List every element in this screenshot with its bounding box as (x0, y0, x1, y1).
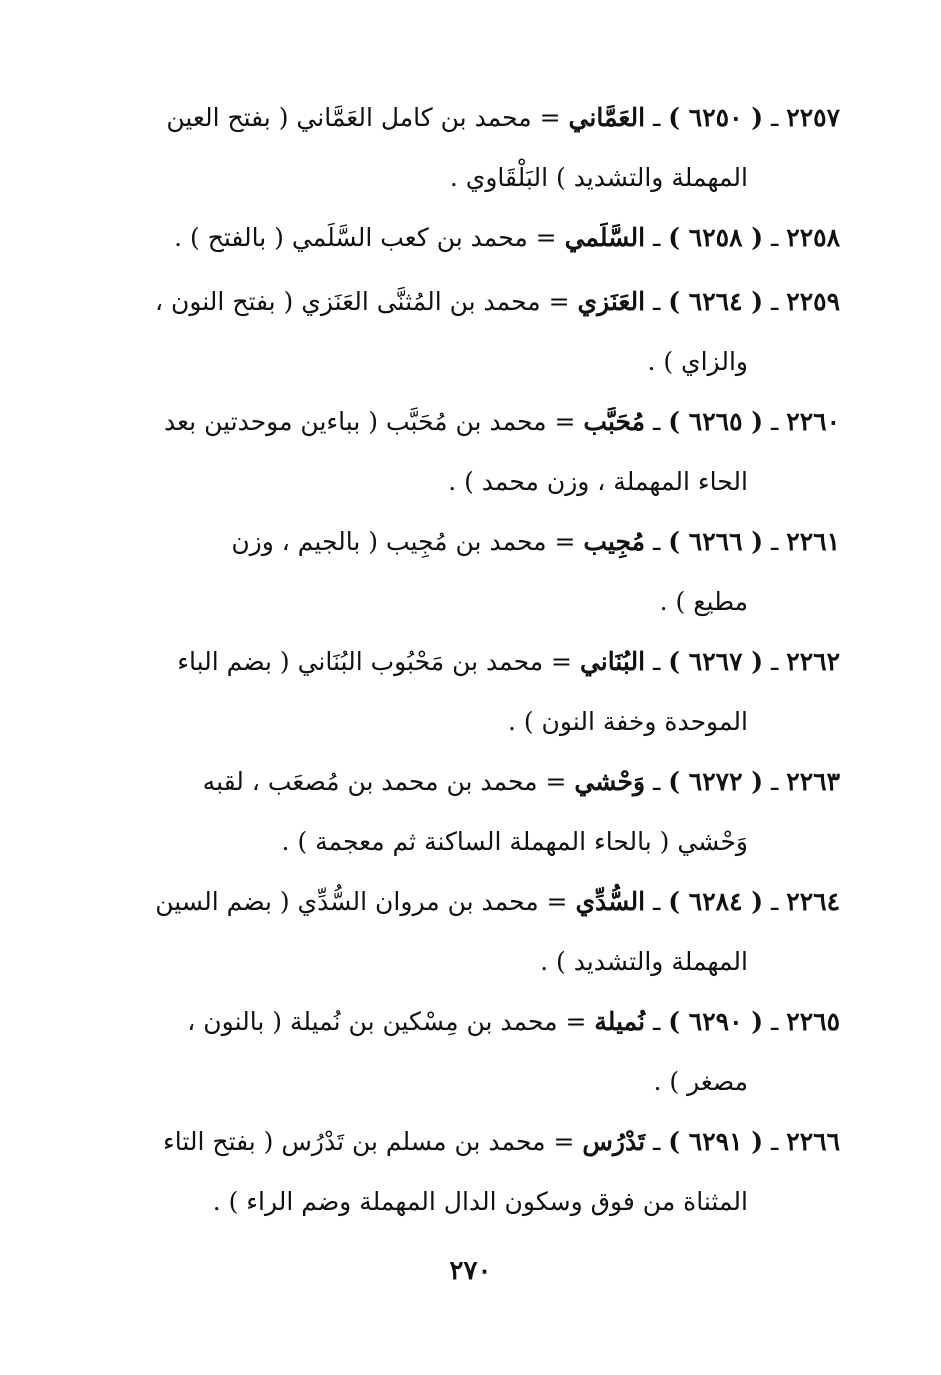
entry-number: ٢٢٥٨ (786, 223, 840, 252)
entry-text-line1: = محمد بن كامل العَمَّاني ( بفتح العين (166, 103, 561, 132)
entry-number: ٢٢٦١ (786, 527, 840, 556)
entry-nisba: العَنَزي (577, 287, 646, 316)
entry-reference: ( ٦٢٦٦ ) (668, 527, 764, 556)
entry-text-line2: مصغر ) . (653, 1067, 748, 1096)
entry-nisba: السَّلَمي (564, 223, 646, 252)
entry-text-line1: = محمد بن كعب السَّلَمي ( بالفتح ) . (174, 223, 557, 252)
entry-text-line1: = محمد بن مَحْبُوب البُنَاني ( بضم الباء (177, 647, 572, 676)
entry: ٢٢٥٩ ـ ( ٦٢٦٤ ) ـ العَنَزي = محمد بن المُثنَّى العَنَزي ( بفتح النون ، والزاي ) . (80, 272, 840, 392)
entry: ٢٢٥٨ ـ ( ٦٢٥٨ ) ـ السَّلَمي = محمد بن كعب السَّلَمي ( بالفتح ) . (174, 223, 840, 252)
entry-nisba: البُنَاني (579, 647, 646, 676)
entry-reference: ( ٦٢٦٥ ) (668, 407, 764, 436)
entry-text-line1: = محمد بن مِسْكين بن نُميلة ( بالنون ، (187, 1007, 587, 1036)
entry-text-line2: وَحْشي ( بالحاء المهملة الساكنة ثم معجمة ) . (281, 827, 748, 856)
entry-text-line1: = محمد بن مروان السُّدِّي ( بضم السين (155, 887, 568, 916)
entry-number: ٢٢٥٧ (786, 103, 840, 132)
entry-number: ٢٢٦٤ (786, 887, 840, 916)
entry-text-line2: الموحدة وخفة النون ) . (507, 707, 748, 736)
entry-text-line1: = محمد بن مُجِيب ( بالجيم ، وزن (231, 527, 576, 556)
entry-nisba: نُميلة (594, 1007, 646, 1036)
entry-number: ٢٢٦٣ (786, 767, 840, 796)
entry: ٢٢٥٧ ـ ( ٦٢٥٠ ) ـ العَمَّاني = محمد بن كامل العَمَّاني ( بفتح العين المهملة والتشديد ) البَلْقَاوي . (80, 88, 840, 208)
entry-number: ٢٢٦٥ (786, 1007, 840, 1036)
entry-text-line2: المهملة والتشديد ) . (540, 947, 748, 976)
entry-text-line2: المثناة من فوق وسكون الدال المهملة وضم الراء ) . (212, 1187, 748, 1216)
entry-reference: ( ٦٢٩٠ ) (668, 1007, 764, 1036)
entry-reference: ( ٦٢٥٨ ) (668, 223, 764, 252)
entries-list (80, 88, 840, 1232)
entry-text-line2: المهملة والتشديد ) البَلْقَاوي . (449, 163, 748, 192)
entry: ٢٢٦٣ ـ ( ٦٢٧٢ ) ـ وَحْشي = محمد بن محمد بن مُصعَب ، لقبه وَحْشي ( بالحاء المهملة الساكنة ثم معجمة ) . (80, 752, 840, 872)
entry-text-line1: = محمد بن مُحَبَّب ( بباءين موحدتين بعد (163, 407, 576, 436)
entry-nisba: وَحْشي (574, 767, 646, 796)
entry-number: ٢٢٦٠ (786, 407, 840, 436)
entry: ٢٢٦٥ ـ ( ٦٢٩٠ ) ـ نُميلة = محمد بن مِسْكين بن نُميلة ( بالنون ، مصغر ) . (80, 992, 840, 1112)
entry-number: ٢٢٦٢ (786, 647, 840, 676)
entry-nisba: السُّدِّي (575, 887, 646, 916)
entry: ٢٢٦١ ـ ( ٦٢٦٦ ) ـ مُجِيب = محمد بن مُجِيب ( بالجيم ، وزن مطيع ) . (80, 512, 840, 632)
entry-reference: ( ٦٢٦٧ ) (668, 647, 764, 676)
page-number: ٢٧٠ (449, 1256, 492, 1286)
entry-number: ٢٢٥٩ (786, 287, 840, 316)
entry-reference: ( ٦٢٥٠ ) (668, 103, 764, 132)
entry-reference: ( ٦٢٧٢ ) (668, 767, 764, 796)
entry-nisba: تَدْرُس (582, 1127, 646, 1156)
entry-text-line2: الحاء المهملة ، وزن محمد ) . (448, 467, 748, 496)
entry: ٢٢٦٠ ـ ( ٦٢٦٥ ) ـ مُحَبَّب = محمد بن مُحَبَّب ( بباءين موحدتين بعد الحاء المهملة ، وزن محمد ) . (80, 392, 840, 512)
entry-text-line1: = محمد بن محمد بن مُصعَب ، لقبه (202, 767, 567, 796)
entry-text-line1: = محمد بن المُثنَّى العَنَزي ( بفتح النون ، (154, 287, 570, 316)
entry: ٢٢٦٤ ـ ( ٦٢٨٤ ) ـ السُّدِّي = محمد بن مروان السُّدِّي ( بضم السين المهملة والتشديد ) . (80, 872, 840, 992)
entry-number: ٢٢٦٦ (786, 1127, 840, 1156)
entry-nisba: مُحَبَّب (583, 407, 646, 436)
entry-reference: ( ٦٢٦٤ ) (668, 287, 764, 316)
entry-reference: ( ٦٢٩١ ) (668, 1127, 764, 1156)
entry-text-line1: = محمد بن مسلم بن تَدْرُس ( بفتح التاء (163, 1127, 575, 1156)
entry: ٢٢٦٢ ـ ( ٦٢٦٧ ) ـ البُنَاني = محمد بن مَحْبُوب البُنَاني ( بضم الباء الموحدة وخفة النون ) . (80, 632, 840, 752)
entry: ٢٢٦٦ ـ ( ٦٢٩١ ) ـ تَدْرُس = محمد بن مسلم بن تَدْرُس ( بفتح التاء المثناة من فوق وسكون الدال المهملة وضم الراء ) . (80, 1112, 840, 1232)
entry-reference: ( ٦٢٨٤ ) (668, 887, 764, 916)
entry-nisba: العَمَّاني (568, 103, 646, 132)
entry-text-line2: مطيع ) . (659, 587, 748, 616)
entry-nisba: مُجِيب (583, 527, 646, 556)
entry-text-line2: والزاي ) . (647, 347, 748, 376)
